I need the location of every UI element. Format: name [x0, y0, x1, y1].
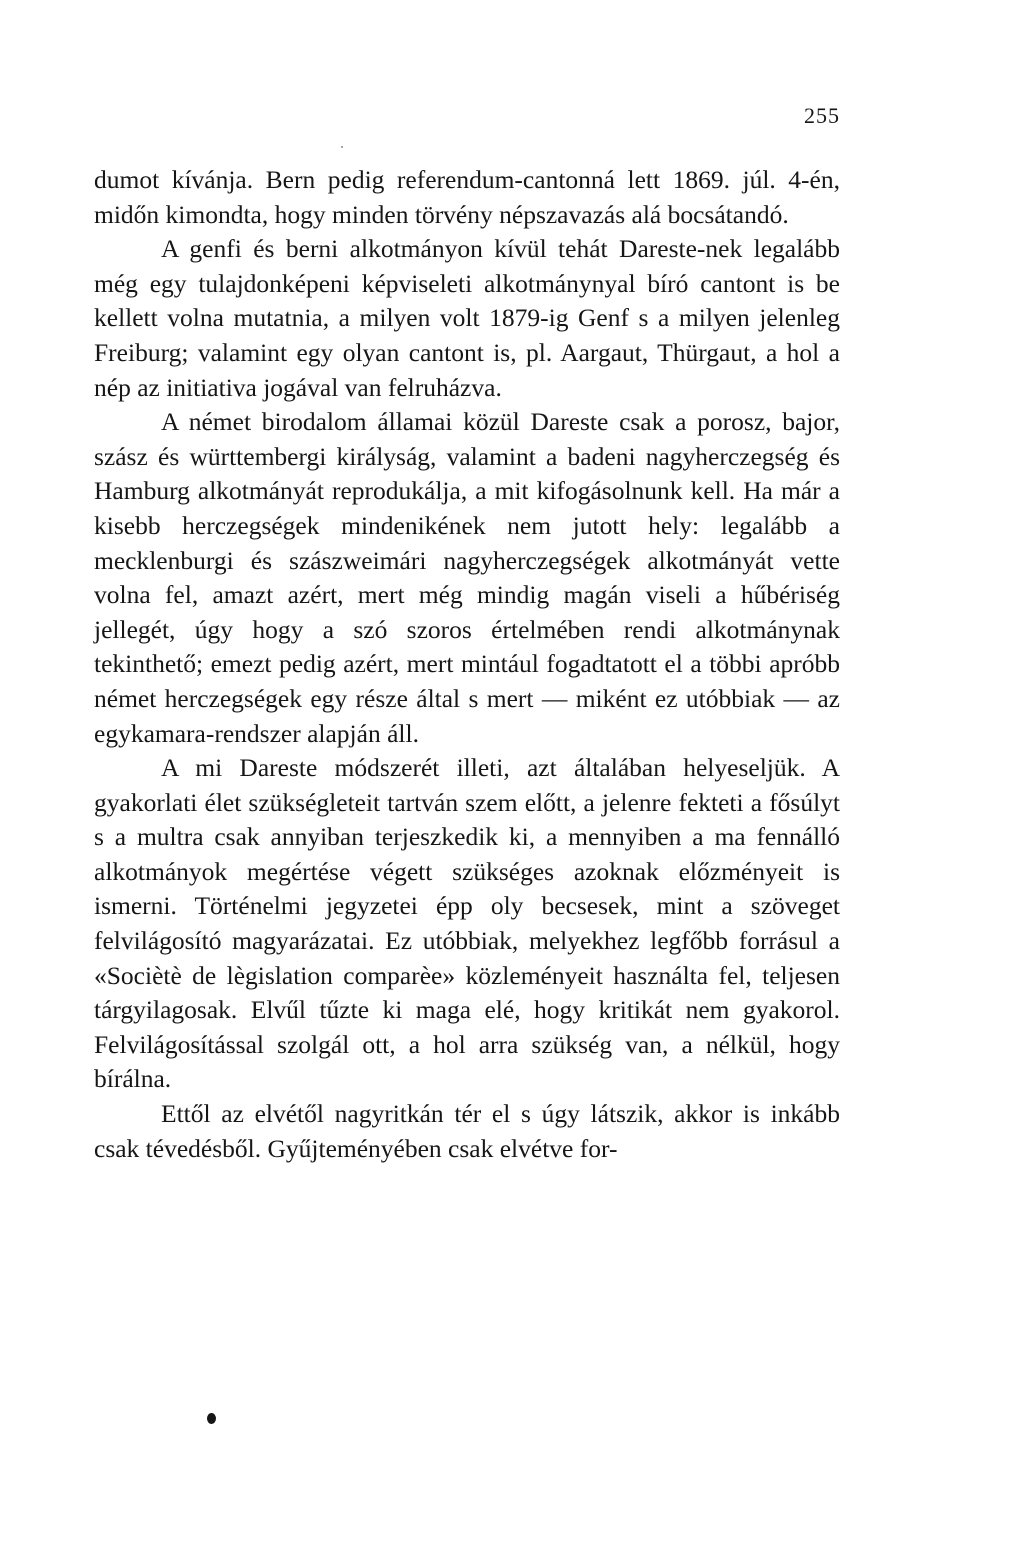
printer-mark [207, 1413, 216, 1424]
paragraph-1: dumot kívánja. Bern pedig referendum-cantonná lett 1869. júl. 4-én, midőn kimondta, hogy minden törvény népszavazás alá bocsátandó. [94, 165, 840, 229]
page-number: 255 [804, 103, 840, 128]
paragraph-4: A mi Dareste módszerét illeti, azt általában helyeseljük. A gyakorlati élet szükségleteit tartván szem előtt, a jelenre fekteti a fősúlyt s a multra csak annyiban terjeszkedik ki, a mennyiben a ma fennálló alkotmányok megértése végett szükséges azoknak előzményeit is ismerni. Történelmi jegyzetei épp oly becsesek, mint a szöveget felvilágosító magyarázatai. Ez utóbbiak, melyekhez legfőbb forrásul a «Sociètè de lègislation comparèe» közleményeit használta fel, teljesen tárgyilagosak. Elvűl tűzte ki maga elé, hogy kritikát nem gyakorol. Felvilágosítással szolgál ott, a hol arra szükség van, a nélkül, hogy bírálna. [94, 753, 840, 1094]
body-text [94, 163, 840, 1166]
paragraph-2: A genfi és berni alkotmányon kívül tehát Dareste-nek legalább még egy tulajdonképeni képviseleti alkotmánynyal bíró cantont is be kellett volna mutatnia, a milyen volt 1879-ig Genf s a milyen jelenleg Freiburg; valamint egy olyan cantont is, pl. Aargaut, Thürgaut, a hol a nép az initiativa jogával van felruházva. [94, 234, 840, 402]
paragraph-3: A német birodalom államai közül Dareste csak a porosz, bajor, szász és württembergi királyság, valamint a badeni nagyherczegség és Hamburg alkotmányát reprodukálja, a mit kifogásolnunk kell. Ha már a kisebb herczegségek mindenikének nem jutott hely: legalább a mecklenburgi és szászweimári nagyherczegségek alkotmányát vette volna fel, amazt azért, mert még mindig magán viseli a hűbériség jellegét, úgy hogy a szó szoros értelmében rendi alkotmánynak tekinthető; emezt pedig azért, mert mintául fogadtatott el a többi apróbb német herczegségek egy része által s mert — miként ez utóbbiak — az egykamara-rendszer alapján áll. [94, 407, 840, 748]
ink-speck [341, 146, 343, 148]
paragraph-5: Ettől az elvétől nagyritkán tér el s úgy látszik, akkor is inkább csak tévedésből. Gyűjteményében csak elvétve for- [94, 1099, 840, 1163]
